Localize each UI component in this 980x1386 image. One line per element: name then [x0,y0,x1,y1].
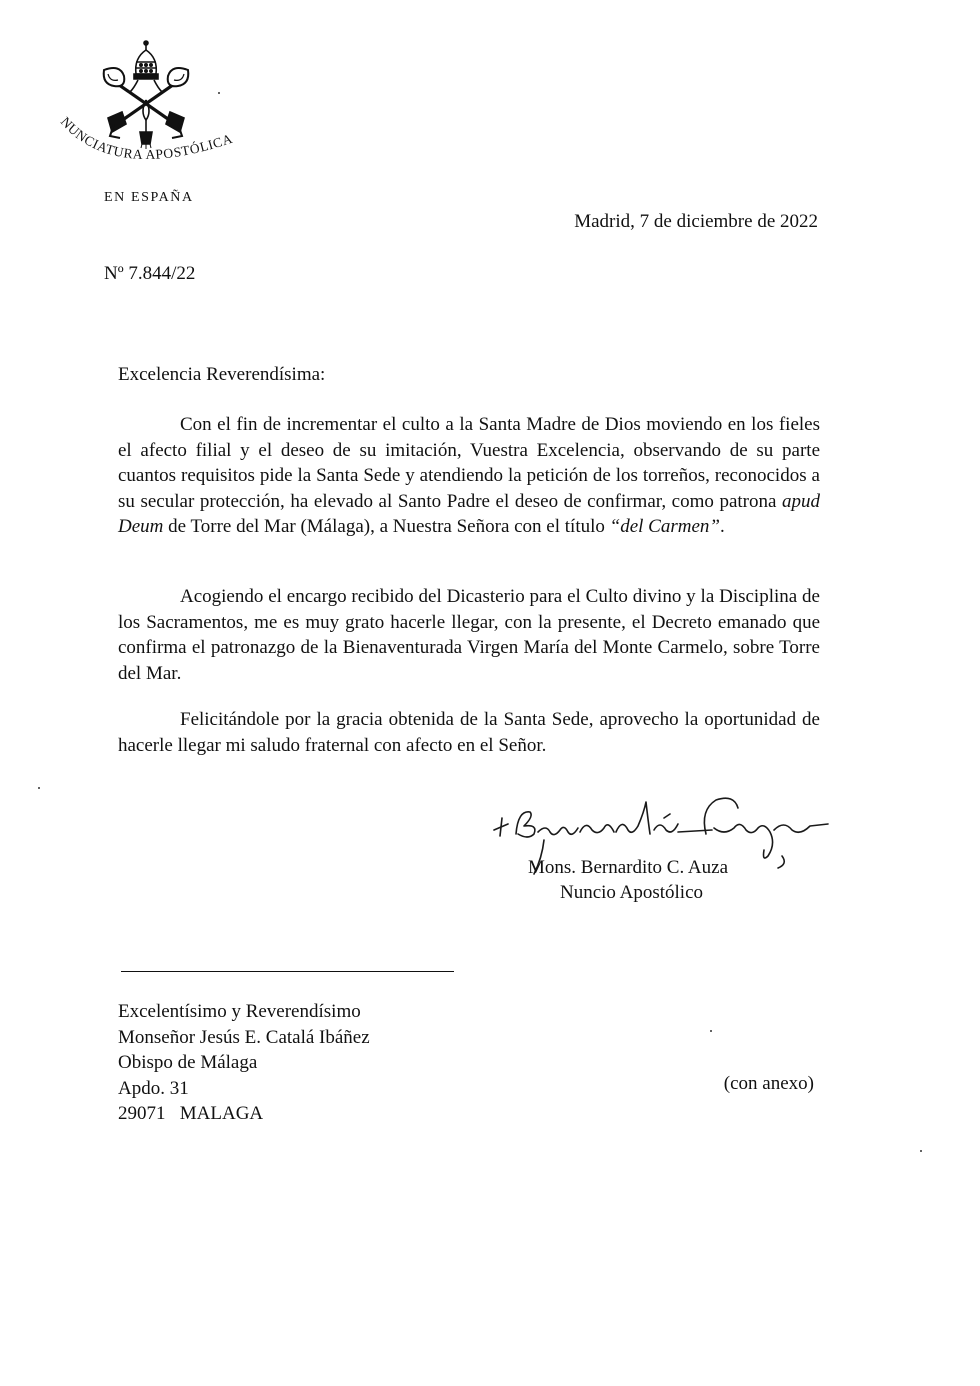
scan-speck [218,92,220,94]
enclosure-note: (con anexo) [723,1073,814,1094]
address-line: Excelentísimo y Reverendísimo [118,1001,361,1022]
address-line: Obispo de Málaga [118,1052,258,1073]
scan-speck [920,1150,922,1152]
scan-speck [38,787,40,789]
reference-number: Nº 7.844/22 [104,263,196,284]
body-text-run: de Torre del Mar (Málaga), a Nuestra Señora con el título [163,516,610,537]
date-line: Madrid, 7 de diciembre de 2022 [574,211,818,232]
body-text-run: Con el fin de incrementar el culto a la Santa Madre de Dios moviendo en los fieles el afecto filial y el deseo de su imitación, Vuestra Excelencia, observando de su parte cuantos requisitos pide la Santa Sede y atendiendo la petición de los torreños, reconocidos a su secular protección, ha elevado al Santo Padre el deseo de confirmar, como patrona [118,414,820,512]
letterhead-arc-text [52,112,242,192]
recipient-address [118,999,370,1127]
body-text-run: . [719,516,725,537]
svg-text:NUNCIATURA APOSTÓLICA: NUNCIATURA APOSTÓLICA [57,113,235,163]
signer-name: Mons. Bernardito C. Auza [528,857,729,878]
body-paragraph [118,412,820,540]
latin-phrase: apud Deum [118,490,820,537]
body-paragraph: Acogiendo el encargo recibido del Dicasterio para el Culto divino y la Disciplina de los Sacramentos, me es muy grato hacerle llegar, con la presente, el Decreto emanado que confirma el patronazgo de la Bienaventurada Virgen María del Monte Carmelo, sobre Torre del Mar. [118,586,820,684]
letterhead-subtitle: EN ESPAÑA [104,190,194,205]
scan-speck [710,1030,712,1032]
signer-title: Nuncio Apostólico [560,882,704,903]
address-line: Monseñor Jesús E. Catalá Ibáñez [118,1026,370,1048]
body-paragraph: Felicitándole por la gracia obtenida de la Santa Sede, aprovecho la oportunidad de hacerle llegar mi saludo fraternal con afecto en el Señor. [118,709,820,756]
salutation: Excelencia Reverendísima: [118,364,326,385]
address-line: 29071 MALAGA [118,1103,264,1124]
address-line: Apdo. 31 [118,1077,189,1099]
divider-line [121,971,454,972]
marian-title: “del Carmen” [609,516,720,537]
